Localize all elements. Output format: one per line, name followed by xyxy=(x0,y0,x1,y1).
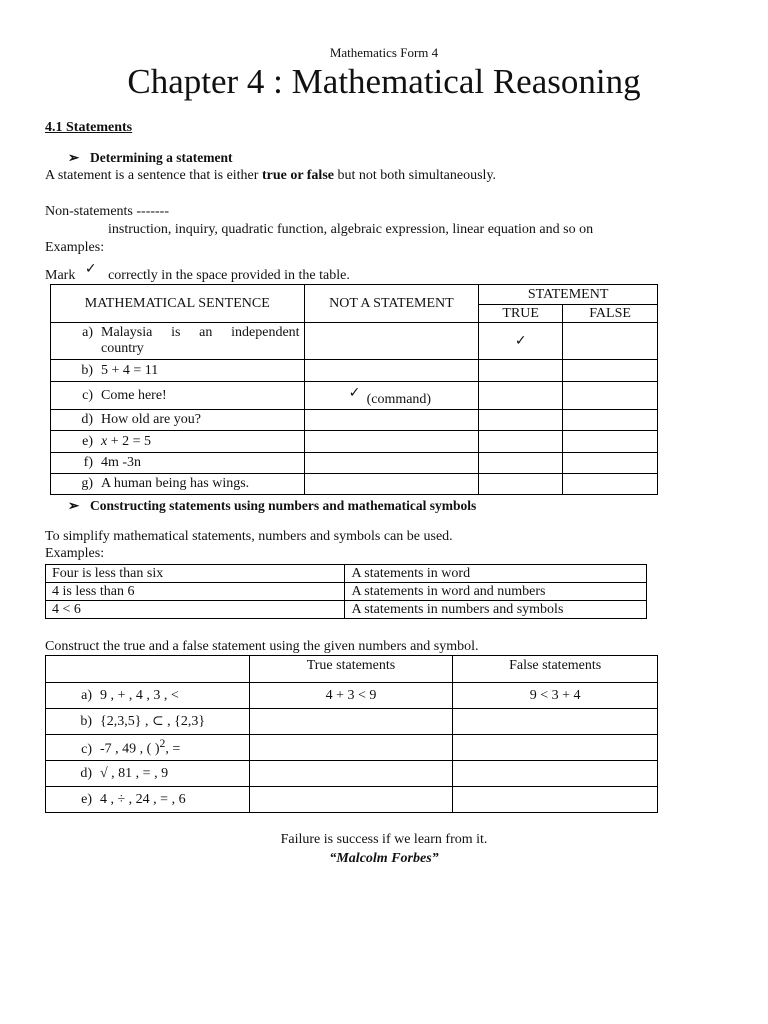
sentence-text: Come here! xyxy=(101,387,167,403)
true-statement-cell[interactable] xyxy=(249,787,453,813)
variable-x: x xyxy=(101,433,108,449)
items-text: 4 , ÷ , 24 , = , 6 xyxy=(100,791,186,807)
true-statement-cell[interactable] xyxy=(249,761,453,787)
false-cell[interactable] xyxy=(563,382,658,410)
col-header-statement: STATEMENT xyxy=(479,285,658,305)
items-text: √ , 81 , = , 9 xyxy=(100,765,169,781)
mark-instruction xyxy=(45,261,350,284)
false-statement-cell[interactable] xyxy=(453,735,658,761)
row-label: f) xyxy=(83,455,93,470)
items-cell xyxy=(46,787,250,813)
subheading-determining xyxy=(68,150,232,166)
true-statement-cell[interactable] xyxy=(249,709,453,735)
table-row xyxy=(51,474,658,495)
subheading-text: Constructing statements using numbers and mathematical symbols xyxy=(90,498,477,513)
examples-label: Examples: xyxy=(45,240,105,255)
row-label: c) xyxy=(81,741,92,757)
true-cell[interactable] xyxy=(479,474,563,495)
not-statement-cell[interactable] xyxy=(304,323,479,360)
items-cell xyxy=(46,683,250,709)
superscript: 2 xyxy=(159,737,166,751)
row-label: b) xyxy=(80,714,92,729)
quote-text: Failure is success if we learn from it. xyxy=(280,832,488,847)
table-cell: Four is less than six xyxy=(46,565,345,583)
subject-header: Mathematics Form 4 xyxy=(329,45,439,60)
not-statement-cell[interactable] xyxy=(304,453,479,474)
table-row xyxy=(51,382,658,410)
sentence-cell xyxy=(51,410,305,431)
not-statement-cell[interactable] xyxy=(304,431,479,453)
sentence-text: 5 + 4 = 11 xyxy=(101,362,159,378)
definition-post: but not both simultaneously. xyxy=(334,168,497,183)
true-cell[interactable] xyxy=(479,360,563,382)
non-statements-list: instruction, inquiry, quadratic function, algebraic expression, linear equation and so on xyxy=(108,222,594,237)
table-cell: A statements in word and numbers xyxy=(345,583,647,601)
table-row xyxy=(46,761,658,787)
true-cell[interactable] xyxy=(479,431,563,453)
command-note: (command) xyxy=(366,392,432,407)
table-header-row xyxy=(46,656,658,683)
items-text: -7 , 49 , ( ) xyxy=(100,741,160,757)
sentence-text: A human being has wings. xyxy=(101,476,250,491)
table-row xyxy=(46,709,658,735)
not-statement-cell[interactable] xyxy=(304,382,479,410)
false-cell[interactable] xyxy=(563,360,658,382)
col-header-true-statements: True statements xyxy=(249,656,453,683)
items-text: 9 , + , 4 , 3 , < xyxy=(100,687,179,703)
simplify-intro: To simplify mathematical statements, numbers and symbols can be used. xyxy=(45,529,453,544)
sentence-text: How old are you? xyxy=(101,412,201,427)
col-header-not-statement: NOT A STATEMENT xyxy=(304,285,479,323)
table-row xyxy=(46,735,658,761)
table-row xyxy=(51,323,658,360)
items-cell xyxy=(46,761,250,787)
false-statement-cell[interactable] xyxy=(453,787,658,813)
sentence-cell xyxy=(51,382,305,410)
table-row xyxy=(46,787,658,813)
section-heading: 4.1 Statements xyxy=(45,120,133,135)
false-statement-cell[interactable]: 9 < 3 + 4 xyxy=(453,683,658,709)
row-label: e) xyxy=(82,433,93,449)
false-cell[interactable] xyxy=(563,474,658,495)
statement-forms-table xyxy=(45,564,647,619)
construct-statements-table xyxy=(45,655,658,813)
true-cell[interactable] xyxy=(479,323,563,360)
not-statement-cell[interactable] xyxy=(304,410,479,431)
check-mark-icon: ✓ xyxy=(514,332,527,349)
items-text: {2,3,5} , ⊂ , {2,3} xyxy=(100,714,206,729)
chapter-title: Chapter 4 : Mathematical Reasoning xyxy=(127,62,641,101)
row-label: d) xyxy=(80,765,92,781)
table-cell: 4 < 6 xyxy=(46,601,345,619)
table-row xyxy=(46,583,647,601)
sentence-cell xyxy=(51,453,305,474)
row-label: d) xyxy=(81,412,93,427)
sentence-cell xyxy=(51,431,305,453)
col-header-sentence: MATHEMATICAL SENTENCE xyxy=(51,285,305,323)
items-text-post: , = xyxy=(165,741,181,757)
table-row xyxy=(46,601,647,619)
not-statement-cell[interactable] xyxy=(304,474,479,495)
false-statement-cell[interactable] xyxy=(453,761,658,787)
table-row xyxy=(46,683,658,709)
true-cell[interactable] xyxy=(479,410,563,431)
true-cell[interactable] xyxy=(479,453,563,474)
non-statements-label: Non-statements ------- xyxy=(45,204,170,219)
true-cell[interactable] xyxy=(479,382,563,410)
table-row xyxy=(51,431,658,453)
arrow-bullet-icon: ➢ xyxy=(68,498,80,513)
false-cell[interactable] xyxy=(563,453,658,474)
false-cell[interactable] xyxy=(563,410,658,431)
definition-text xyxy=(45,168,496,184)
subheading-constructing xyxy=(68,498,476,514)
row-label: a) xyxy=(82,325,93,340)
sentence-cell xyxy=(51,360,305,382)
sentence-text: + 2 = 5 xyxy=(107,433,152,449)
check-mark-icon: ✓ xyxy=(348,385,361,401)
col-header-true: TRUE xyxy=(479,305,563,323)
quote-author: “Malcolm Forbes” xyxy=(329,851,439,866)
col-header-false: FALSE xyxy=(563,305,658,323)
subheading-text: Determining a statement xyxy=(90,150,233,165)
statement-classification-table xyxy=(50,284,658,495)
sentence-text: Malaysia is an independent country xyxy=(101,325,300,356)
blank-header-cell xyxy=(46,656,250,683)
sentence-cell xyxy=(51,474,305,495)
table-cell: 4 is less than 6 xyxy=(46,583,345,601)
true-statement-cell[interactable]: 4 + 3 < 9 xyxy=(249,683,453,709)
not-statement-cell[interactable] xyxy=(304,360,479,382)
arrow-bullet-icon: ➢ xyxy=(68,150,80,165)
items-cell xyxy=(46,709,250,735)
definition-bold: true or false xyxy=(261,168,334,183)
row-label: c) xyxy=(82,387,93,403)
items-cell xyxy=(46,735,250,761)
construct-instruction: Construct the true and a false statement using the given numbers and symbol. xyxy=(45,639,479,654)
false-cell[interactable] xyxy=(563,431,658,453)
row-label: e) xyxy=(81,791,92,807)
table-row xyxy=(51,360,658,382)
sentence-text: 4m -3n xyxy=(101,455,142,470)
sentence-cell xyxy=(51,323,305,360)
table-cell: A statements in numbers and symbols xyxy=(345,601,647,619)
row-label: a) xyxy=(81,687,92,703)
row-label: b) xyxy=(81,362,93,378)
table-row xyxy=(46,565,647,583)
true-statement-cell[interactable] xyxy=(249,735,453,761)
mark-post: correctly in the space provided in the table. xyxy=(108,268,350,283)
mark-pre: Mark xyxy=(45,268,76,283)
table-cell: A statements in word xyxy=(345,565,647,583)
table-row xyxy=(51,410,658,431)
false-cell[interactable] xyxy=(563,323,658,360)
definition-pre: A statement is a sentence that is either xyxy=(45,168,262,183)
examples-label-2: Examples: xyxy=(45,546,105,561)
false-statement-cell[interactable] xyxy=(453,709,658,735)
row-label: g) xyxy=(81,476,93,491)
col-header-false-statements: False statements xyxy=(453,656,658,683)
table-row xyxy=(51,453,658,474)
check-mark-icon: ✓ xyxy=(84,261,97,277)
